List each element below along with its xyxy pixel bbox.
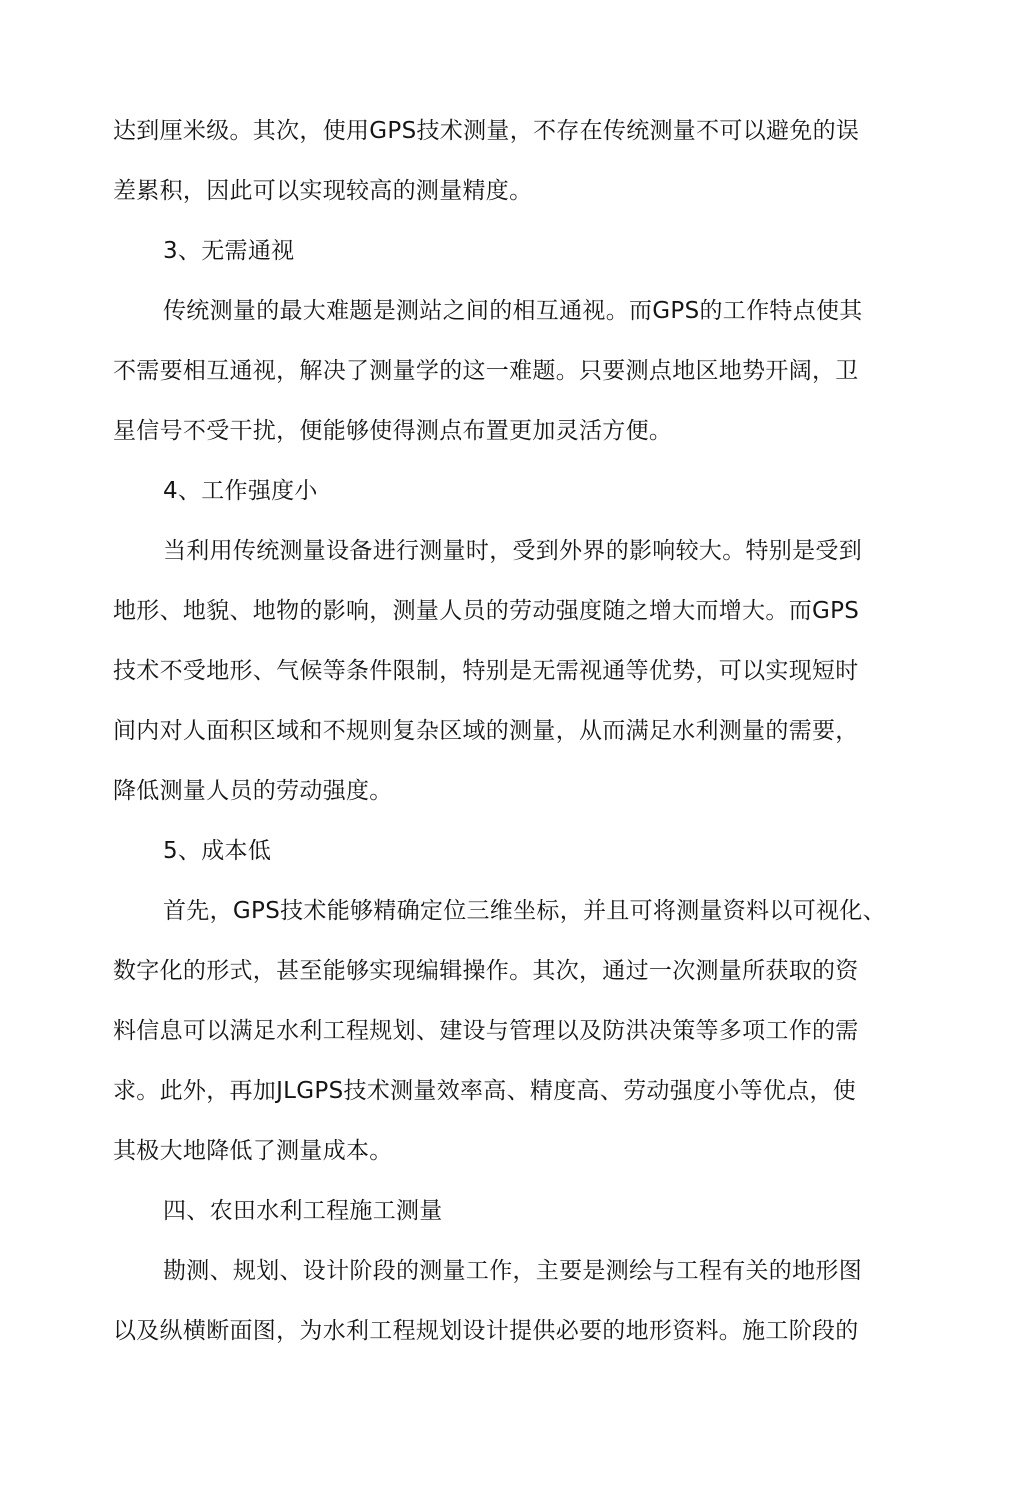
paragraph-first-line: 当利用传统测量设备进行测量时，受到外界的影响较大。特别是受到 bbox=[163, 538, 862, 564]
text-line: 料信息可以满足水利工程规划、建设与管理以及防洪决策等多项工作的需 bbox=[113, 1018, 859, 1044]
text-line: 技术不受地形、气候等条件限制，特别是无需视通等优势，可以实现短时 bbox=[113, 658, 859, 684]
paragraph-first-line: 勘测、规划、设计阶段的测量工作，主要是测绘与工程有关的地形图 bbox=[163, 1258, 862, 1284]
section-heading: 4、工作强度小 bbox=[163, 478, 318, 504]
paragraph-first-line: 传统测量的最大难题是测站之间的相互通视。而GPS的工作特点使其 bbox=[163, 298, 863, 324]
text-line: 降低测量人员的劳动强度。 bbox=[113, 778, 393, 804]
text-line: 星信号不受干扰，便能够使得测点布置更加灵活方便。 bbox=[113, 418, 673, 444]
text-line: 地形、地貌、地物的影响，测量人员的劳动强度随之增大而增大。而GPS bbox=[113, 598, 860, 624]
text-line: 达到厘米级。其次，使用GPS技术测量，不存在传统测量不可以避免的误 bbox=[113, 118, 860, 144]
section-heading: 5、成本低 bbox=[163, 838, 272, 864]
text-line: 其极大地降低了测量成本。 bbox=[113, 1138, 393, 1164]
text-line: 差累积，因此可以实现较高的测量精度。 bbox=[113, 178, 533, 204]
text-line: 间内对人面积区域和不规则复杂区域的测量，从而满足水利测量的需要， bbox=[113, 718, 859, 744]
section-heading: 四、农田水利工程施工测量 bbox=[163, 1198, 443, 1224]
section-heading: 3、无需通视 bbox=[163, 238, 295, 264]
text-line: 以及纵横断面图，为水利工程规划设计提供必要的地形资料。施工阶段的 bbox=[113, 1318, 859, 1344]
text-line: 数字化的形式，甚至能够实现编辑操作。其次，通过一次测量所获取的资 bbox=[113, 958, 859, 984]
text-line: 不需要相互通视，解决了测量学的这一难题。只要测点地区地势开阔，卫 bbox=[113, 358, 859, 384]
text-line: 求。此外，再加JLGPS技术测量效率高、精度高、劳动强度小等优点，使 bbox=[113, 1078, 857, 1104]
paragraph-first-line: 首先，GPS技术能够精确定位三维坐标，并且可将测量资料以可视化、 bbox=[163, 898, 886, 924]
